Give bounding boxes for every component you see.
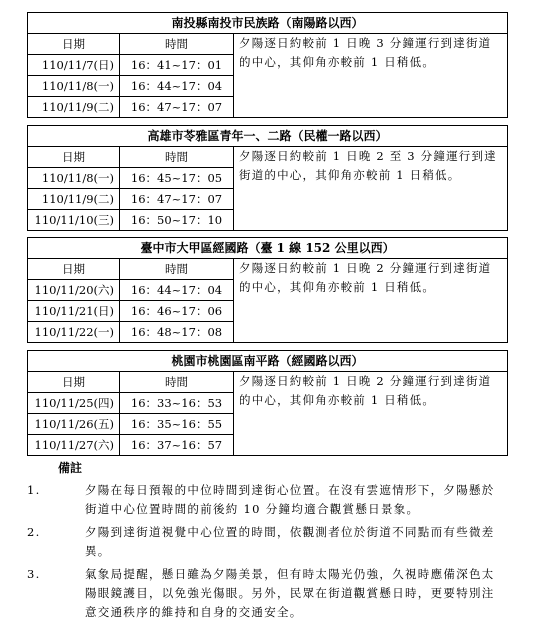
note-text: 夕陽在每日預報的中位時間到達街心位置。在沒有雲遮情形下，夕陽懸於街道中心位置時間的前後約 10 分鐘均適合觀賞懸日景象。 bbox=[85, 483, 495, 516]
time-header: 時間 bbox=[120, 34, 234, 55]
date-header: 日期 bbox=[28, 259, 120, 280]
date-cell: 110/11/26(五) bbox=[28, 414, 120, 435]
date-header: 日期 bbox=[28, 147, 120, 168]
time-cell: 16：47~17：07 bbox=[120, 189, 234, 210]
note-text: 氣象局提醒，懸日雖為夕陽美景，但有時太陽光仍強，久視時應備深色太陽眼鏡護目，以免強光傷眼。另外，民眾在街道觀賞懸日時，更要特別注意交通秩序的維持和自身的交通安全。 bbox=[85, 567, 495, 619]
schedule-table-3 bbox=[27, 237, 507, 343]
schedule-table-4 bbox=[27, 350, 507, 456]
time-cell: 16：47~17：07 bbox=[120, 97, 234, 118]
time-cell: 16：50~17：10 bbox=[120, 210, 234, 231]
table-title: 南投縣南投市民族路（南陽路以西） bbox=[28, 13, 508, 34]
table-title: 桃園市桃園區南平路（經國路以西） bbox=[28, 351, 508, 372]
table-title: 高雄市苓雅區青年一、二路（民權一路以西） bbox=[28, 126, 508, 147]
date-cell: 110/11/25(四) bbox=[28, 393, 120, 414]
notes-section bbox=[27, 459, 507, 626]
time-header: 時間 bbox=[120, 372, 234, 393]
table-title: 臺中市大甲區經國路（臺 1 線 152 公里以西） bbox=[28, 238, 508, 259]
time-cell: 16：44~17：04 bbox=[120, 280, 234, 301]
date-header: 日期 bbox=[28, 372, 120, 393]
time-header: 時間 bbox=[120, 259, 234, 280]
date-cell: 110/11/27(六) bbox=[28, 435, 120, 456]
note-number: 2. bbox=[27, 525, 41, 539]
date-cell: 110/11/9(二) bbox=[28, 189, 120, 210]
note-number: 1. bbox=[27, 483, 41, 497]
date-cell: 110/11/22(一) bbox=[28, 322, 120, 343]
schedule-table-1 bbox=[27, 12, 507, 118]
notes-title: 備註 bbox=[58, 461, 83, 475]
list-item bbox=[27, 565, 507, 622]
date-cell: 110/11/8(一) bbox=[28, 76, 120, 97]
date-cell: 110/11/20(六) bbox=[28, 280, 120, 301]
time-header: 時間 bbox=[120, 147, 234, 168]
date-cell: 110/11/7(日) bbox=[28, 55, 120, 76]
time-cell: 16：37~16：57 bbox=[120, 435, 234, 456]
date-cell: 110/11/9(二) bbox=[28, 97, 120, 118]
time-cell: 16：35~16：55 bbox=[120, 414, 234, 435]
schedule-table-2 bbox=[27, 125, 507, 231]
table-note: 夕陽逐日約較前 1 日晚 2 至 3 分鐘運行到達街道的中心，其仰角亦較前 1 日稍低。 bbox=[234, 147, 508, 231]
note-text: 夕陽到達街道視覺中心位置的時間，依觀測者位於街道不同點而有些微差異。 bbox=[85, 525, 495, 558]
table-note: 夕陽逐日約較前 1 日晚 3 分鐘運行到達街道的中心，其仰角亦較前 1 日稍低。 bbox=[234, 34, 508, 118]
notes-list bbox=[27, 481, 507, 622]
time-cell: 16：46~17：06 bbox=[120, 301, 234, 322]
table-note: 夕陽逐日約較前 1 日晚 2 分鐘運行到達街道的中心，其仰角亦較前 1 日稍低。 bbox=[234, 259, 508, 343]
time-cell: 16：44~17：04 bbox=[120, 76, 234, 97]
time-cell: 16：41~17：01 bbox=[120, 55, 234, 76]
date-cell: 110/11/10(三) bbox=[28, 210, 120, 231]
date-header: 日期 bbox=[28, 34, 120, 55]
list-item bbox=[27, 481, 507, 519]
time-cell: 16：33~16：53 bbox=[120, 393, 234, 414]
time-cell: 16：48~17：08 bbox=[120, 322, 234, 343]
time-cell: 16：45~17：05 bbox=[120, 168, 234, 189]
date-cell: 110/11/8(一) bbox=[28, 168, 120, 189]
list-item bbox=[27, 523, 507, 561]
note-number: 3. bbox=[27, 567, 41, 581]
table-note: 夕陽逐日約較前 1 日晚 2 分鐘運行到達街道的中心，其仰角亦較前 1 日稍低。 bbox=[234, 372, 508, 456]
date-cell: 110/11/21(日) bbox=[28, 301, 120, 322]
